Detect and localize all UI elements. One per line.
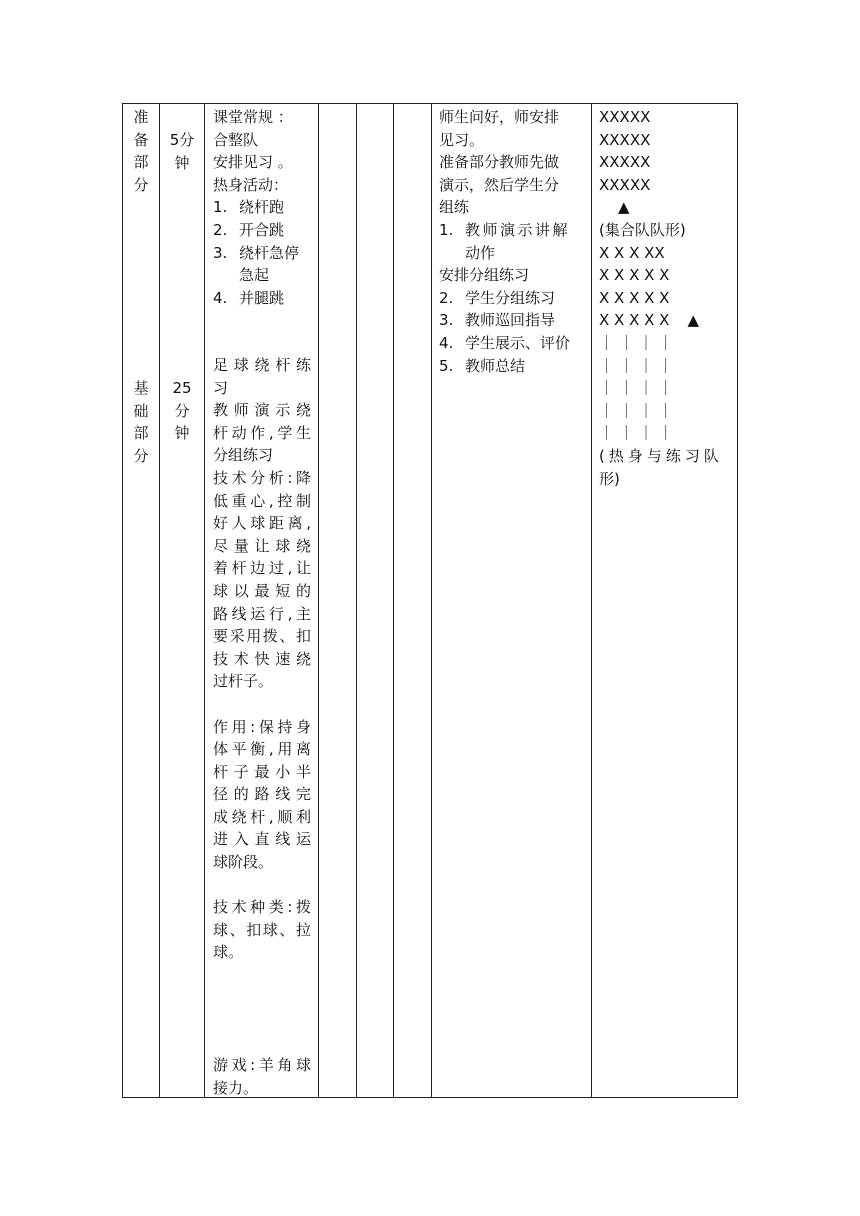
formation-row: XXXXX	[599, 175, 651, 194]
formation-diagrams	[599, 106, 735, 490]
lane-row: ｜ ｜ ｜ ｜	[599, 401, 674, 420]
column-divider	[318, 104, 319, 1097]
teacher-marker: ▲	[687, 311, 699, 330]
basic-content: 足球绕杆练 习 教师演示绕 杆动作,学生 分组练习 技术分析:降 低重心,控制 好人球距离, 尽量让球绕 着杆边过,让 球以最短的 路线运行,主 要采用拨、扣 技术快速绕 过杆子。 作用:保持身 体平衡,用离 杆子最小半 径的路线完 成绕杆,顺利 进入直线运 球阶段。 技术种类:拨 球、扣球、拉 球。 游戏:羊角球 接力。	[213, 356, 311, 1097]
teacher-marker: ▲	[618, 198, 630, 217]
section-prep-label: 准 备 部 分	[133, 108, 149, 194]
lesson-plan-table	[122, 103, 738, 1098]
column-divider	[591, 104, 592, 1097]
lane-row: ｜ ｜ ｜ ｜	[599, 379, 674, 398]
list-item: 1. 教师演示讲解	[439, 220, 571, 239]
formation-row: X X X X X	[599, 266, 670, 285]
list-item: 4. 学生展示、评价	[439, 333, 571, 352]
formation-row: XXXXX	[599, 108, 651, 126]
formation-caption: 形)	[599, 469, 620, 488]
list-item: 4. 并腿跳	[213, 288, 285, 307]
teaching-activities: 师生问好，师安排 见习。 准备部分教师先做 演示，然后学生分 组练 1. 教师演示讲解 动作 安排分组练习 2. 学生分组练习 3. 教师巡回指导 4. 学生展示、评价 5. 教师总结	[439, 106, 587, 377]
column-divider	[159, 104, 160, 1097]
formation-caption: (集合队队形)	[599, 220, 686, 239]
column-divider	[431, 104, 432, 1097]
section-basic-label: 基 础 部 分	[133, 379, 149, 465]
formation-row: X X X X X	[599, 288, 670, 307]
formation-row: XXXXX	[599, 130, 651, 149]
lane-row: ｜ ｜ ｜ ｜	[599, 424, 674, 443]
lane-row: ｜ ｜ ｜ ｜	[599, 356, 674, 375]
list-item: 3. 绕杆急停	[213, 243, 300, 262]
section-prep-time: 5分 钟	[169, 131, 195, 172]
list-item: 2. 学生分组练习	[439, 288, 556, 307]
section-basic-time: 25 分 钟	[172, 379, 192, 443]
formation-row: X X X XX	[599, 243, 665, 262]
list-item: 1. 绕杆跑	[213, 198, 285, 217]
column-divider	[356, 104, 357, 1097]
formation-row: X X X X X	[599, 311, 670, 330]
formation-caption: (热身与练习队	[599, 446, 723, 465]
lane-row: ｜ ｜ ｜ ｜	[599, 333, 674, 352]
list-item: 3. 教师巡回指导	[439, 311, 556, 330]
prep-content: 课堂常规 ： 合整队 安排见习 。 热身活动： 1. 绕杆跑 2. 开合跳 3. 绕杆急停 急起 4. 并腿跳	[213, 106, 313, 309]
column-divider	[393, 104, 394, 1097]
list-item: 5. 教师总结	[439, 356, 526, 375]
formation-row: XXXXX	[599, 153, 651, 172]
list-item: 2. 开合跳	[213, 220, 285, 239]
column-divider	[204, 104, 205, 1097]
